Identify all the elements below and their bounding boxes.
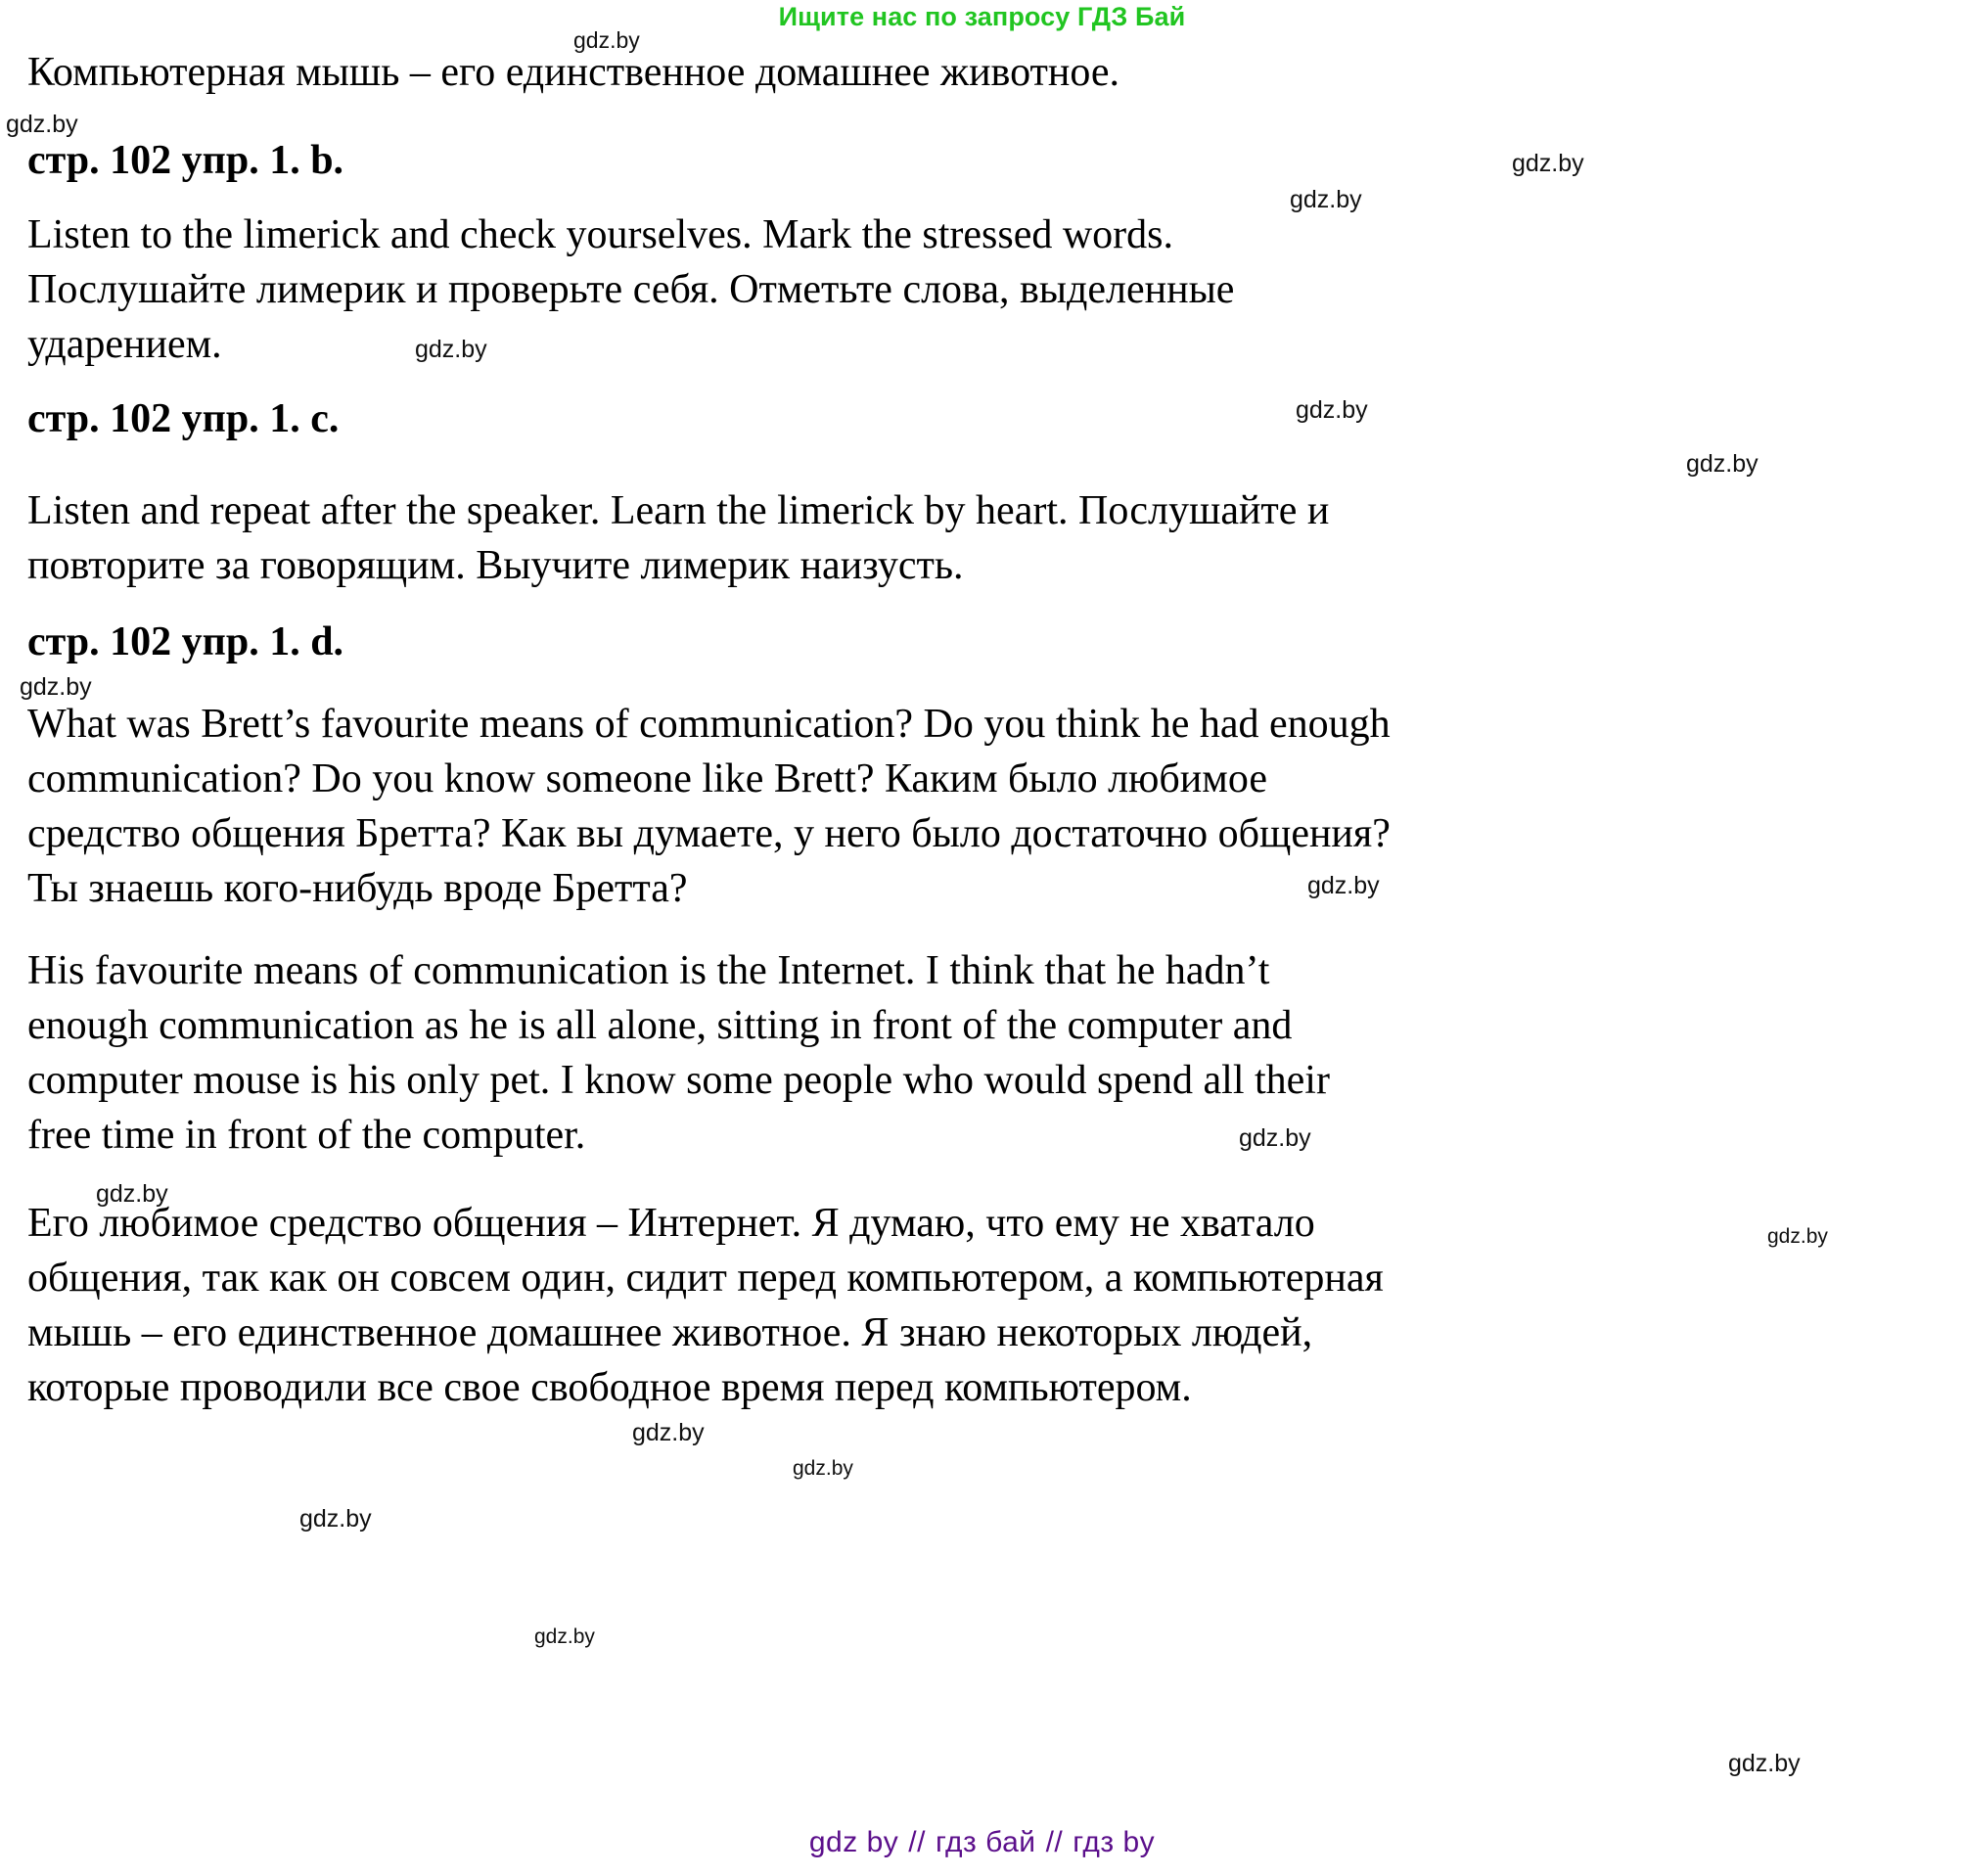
watermark-gdz-by: gdz.by [415,336,487,363]
footer-link-gdz-bai[interactable]: гдз бай [935,1826,1036,1858]
watermark-gdz-by: gdz.by [1290,186,1362,213]
answer-en-line-2: enough communication as he is all alone, sitting in front of the computer and [27,1003,1293,1048]
intro-line: Компьютерная мышь – его единственное домашнее животное. [27,50,1120,95]
answer-en-line-3: computer mouse is his only pet. I know some people who would spend all their [27,1058,1330,1103]
section-heading-b: стр. 102 упр. 1. b. [27,138,344,183]
footer-separator-1: // [908,1826,926,1858]
footer-links [0,1826,1964,1859]
watermark-gdz-by: gdz.by [6,111,78,138]
answer-en-line-1: His favourite means of communication is the Internet. I think that he hadn’t [27,948,1270,993]
watermark-gdz-by: gdz.by [1307,872,1380,899]
watermark-gdz-by: gdz.by [96,1180,168,1208]
watermark-gdz-by: gdz.by [534,1625,595,1648]
section-d-line-4: Ты знаешь кого-нибудь вроде Бретта? [27,866,688,911]
answer-ru-line-1: Его любимое средство общения – Интернет. Я думаю, что ему не хватало [27,1201,1315,1246]
section-d-line-3: средство общения Бретта? Как вы думаете, у него было достаточно общения? [27,811,1391,856]
watermark-gdz-by: gdz.by [1296,396,1368,424]
footer-link-gdz-by[interactable]: gdz by [808,1826,899,1858]
watermark-gdz-by: gdz.by [1239,1124,1311,1152]
answer-ru-line-3: мышь – его единственное домашнее животное. Я знаю некоторых людей, [27,1310,1313,1355]
watermark-gdz-by: gdz.by [793,1457,853,1480]
watermark-gdz-by: gdz.by [632,1419,705,1446]
watermark-gdz-by: gdz.by [1728,1750,1801,1777]
section-b-line-3: ударением. [27,322,222,367]
section-c-line-2: повторите за говорящим. Выучите лимерик наизусть. [27,543,964,588]
answer-ru-line-4: которые проводили все свое свободное время перед компьютером. [27,1365,1192,1410]
answer-en-line-4: free time in front of the computer. [27,1113,586,1158]
section-heading-d: стр. 102 упр. 1. d. [27,619,344,664]
section-d-line-2: communication? Do you know someone like Brett? Каким было любимое [27,756,1267,801]
section-b-line-2: Послушайте лимерик и проверьте себя. Отметьте слова, выделенные [27,267,1235,312]
watermark-gdz-by: gdz.by [1512,150,1584,177]
section-d-line-1: What was Brett’s favourite means of communication? Do you think he had enough [27,702,1391,747]
watermark-gdz-by: gdz.by [299,1505,372,1533]
section-heading-c: стр. 102 упр. 1. c. [27,396,340,441]
section-c-line-1: Listen and repeat after the speaker. Learn the limerick by heart. Послушайте и [27,488,1330,533]
watermark-gdz-by: gdz.by [573,27,640,53]
watermark-gdz-by: gdz.by [20,673,92,701]
watermark-gdz-by: gdz.by [1767,1225,1828,1248]
promo-banner: Ищите нас по запросу ГДЗ Бай [778,2,1186,31]
watermark-gdz-by: gdz.by [1686,450,1758,478]
footer-separator-2: // [1045,1826,1064,1858]
section-b-line-1: Listen to the limerick and check yourselves. Mark the stressed words. [27,212,1174,257]
answer-ru-line-2: общения, так как он совсем один, сидит перед компьютером, а компьютерная [27,1256,1384,1301]
footer-link-gdz-by-ru[interactable]: гдз by [1073,1826,1156,1858]
